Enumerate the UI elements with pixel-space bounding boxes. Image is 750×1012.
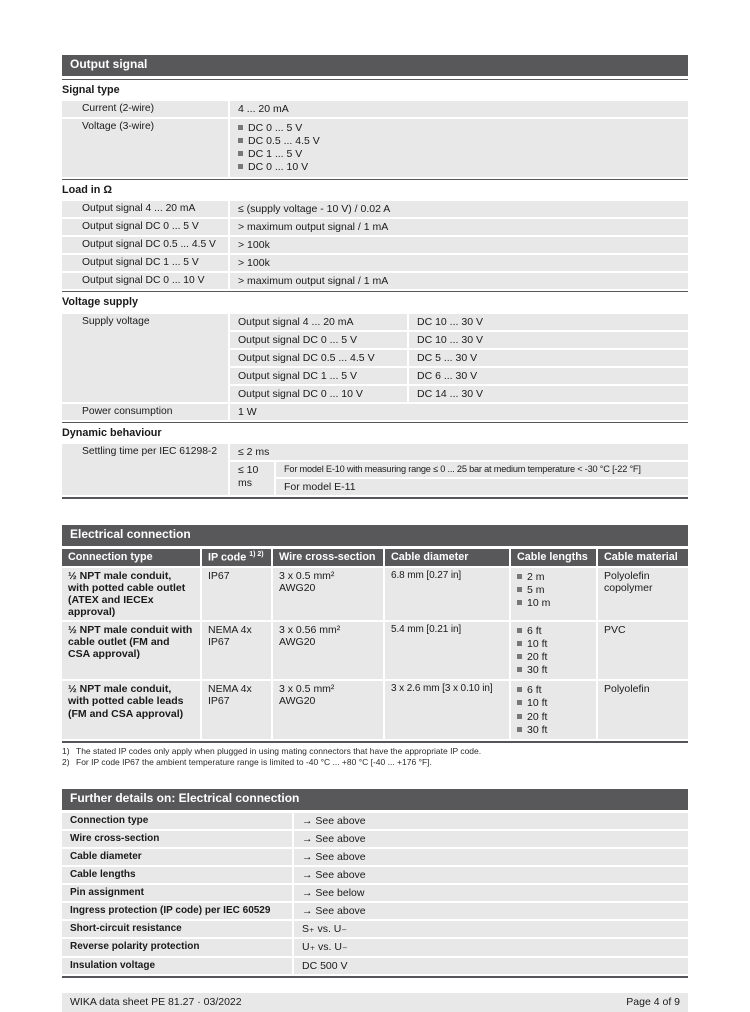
row-label: Supply voltage — [62, 314, 228, 402]
material-cell: Polyolefin — [598, 681, 688, 738]
row-label: Output signal DC 0 ... 5 V — [62, 219, 228, 235]
list-item — [517, 697, 590, 709]
row-value: > maximum output signal / 1 mA — [230, 219, 688, 235]
row-value: DC 500 V — [294, 958, 688, 974]
option-text: DC 1 ... 5 V — [248, 148, 303, 161]
column-header: Connection type — [62, 549, 200, 566]
table-row — [62, 219, 688, 235]
table-row — [62, 831, 688, 847]
bullet-square-icon — [517, 641, 522, 646]
list-item — [238, 148, 680, 160]
bullet-square-icon — [238, 151, 243, 156]
header-text: IP code — [208, 551, 247, 564]
ip-line: IP67 — [208, 695, 230, 708]
bullet-square-icon — [238, 164, 243, 169]
row-label: Output signal DC 0.5 ... 4.5 V — [62, 237, 228, 253]
diameter-cell: 3 x 2.6 mm [3 x 0.10 in] — [385, 681, 509, 738]
footnote — [62, 747, 688, 757]
footnote-number: 2) — [62, 757, 70, 768]
table-title: Output signal — [70, 57, 148, 71]
row-value: 1 W — [230, 404, 688, 420]
signal-cell: Output signal DC 0 ... 5 V — [230, 332, 407, 348]
row-label: Settling time per IEC 61298-2 — [62, 444, 228, 495]
connection-type-cell: ½ NPT male conduit, with potted cable outlet (ATEX and IECEx approval) — [62, 568, 200, 620]
range-cell: DC 10 ... 30 V — [409, 314, 688, 330]
condition-cell: For model E-10 with measuring range ≤ 0 ... 25 bar at medium temperature < -30 °C [-22 °F] — [276, 462, 688, 477]
signal-cell: Output signal 4 ... 20 mA — [230, 314, 407, 330]
lengths-cell — [511, 568, 596, 620]
list-item — [517, 651, 590, 663]
page-footer — [62, 993, 688, 1012]
settling-value-1: ≤ 2 ms — [230, 444, 688, 460]
list-item — [517, 724, 590, 736]
range-cell: DC 14 ... 30 V — [409, 386, 688, 402]
row-label: Output signal DC 0 ... 10 V — [62, 273, 228, 289]
row-value: 4 ... 20 mA — [230, 101, 688, 117]
electrical-connection-title-bar — [62, 525, 688, 546]
row-value: > 100k — [230, 255, 688, 271]
table-row — [62, 813, 688, 829]
table-row — [62, 921, 688, 937]
length-text: 2 m — [527, 570, 545, 583]
row-label: Current (2-wire) — [62, 101, 228, 117]
range-cell: DC 5 ... 30 V — [409, 350, 688, 366]
ip-line: IP67 — [208, 569, 230, 582]
diameter-cell: 5.4 mm [0.21 in] — [385, 622, 509, 679]
row-label: Cable diameter — [62, 849, 292, 865]
bullet-square-icon — [238, 138, 243, 143]
row-value: → See above — [294, 849, 688, 865]
list-item — [517, 625, 590, 637]
list-item — [517, 684, 590, 696]
further-details-title-bar — [62, 789, 688, 810]
signal-cell: Output signal DC 0 ... 10 V — [230, 386, 407, 402]
table-row — [62, 939, 688, 955]
bullet-square-icon — [517, 628, 522, 633]
table-row — [62, 273, 688, 289]
table-row-group — [62, 444, 688, 495]
diameter-cell: 6.8 mm [0.27 in] — [385, 568, 509, 620]
ip-code-cell — [202, 622, 271, 679]
signal-cell: Output signal DC 0.5 ... 4.5 V — [230, 350, 407, 366]
row-value: → See above — [294, 831, 688, 847]
footer-document-id: WIKA data sheet PE 81.27 · 03/2022 — [70, 995, 242, 1008]
length-text: 10 ft — [527, 697, 548, 710]
list-item — [517, 571, 590, 583]
column-header: Cable lengths — [511, 549, 596, 566]
bullet-square-icon — [517, 687, 522, 692]
ip-line: NEMA 4x — [208, 683, 252, 696]
column-header: Cable diameter — [385, 549, 509, 566]
table-subrow — [230, 314, 688, 330]
datasheet-page — [62, 0, 688, 1012]
range-cell: DC 6 ... 30 V — [409, 368, 688, 384]
row-label: Output signal 4 ... 20 mA — [62, 201, 228, 217]
connection-type-cell: ½ NPT male conduit with cable outlet (FM and CSA approval) — [62, 622, 200, 679]
table-bottom-rule — [62, 497, 688, 499]
length-text: 30 ft — [527, 723, 548, 736]
length-text: 20 ft — [527, 710, 548, 723]
row-value — [230, 119, 688, 176]
row-value: ≤ (supply voltage - 10 V) / 0.02 A — [230, 201, 688, 217]
list-item — [517, 597, 590, 609]
list-item — [517, 584, 590, 596]
section-heading-load: Load in Ω — [62, 179, 688, 199]
length-text: 5 m — [527, 583, 545, 596]
row-label: Ingress protection (IP code) per IEC 60529 — [62, 903, 292, 919]
list-item — [517, 711, 590, 723]
table-row — [62, 849, 688, 865]
range-cell: DC 10 ... 30 V — [409, 332, 688, 348]
table-subrow — [230, 332, 688, 348]
bullet-square-icon — [517, 587, 522, 592]
bullet-square-icon — [517, 714, 522, 719]
list-item — [517, 664, 590, 676]
row-label: Pin assignment — [62, 885, 292, 901]
list-item — [238, 135, 680, 147]
settling-value-2: ≤ 10 ms — [230, 462, 274, 495]
lengths-cell — [511, 681, 596, 738]
table-row — [62, 903, 688, 919]
length-text: 30 ft — [527, 664, 548, 677]
wire-cell — [273, 622, 383, 679]
ip-code-cell — [202, 681, 271, 738]
table-row — [62, 237, 688, 253]
table-row — [62, 885, 688, 901]
wire-line: AWG20 — [279, 636, 316, 649]
connection-type-cell: ½ NPT male conduit, with potted cable leads (FM and CSA approval) — [62, 681, 200, 738]
table-row — [62, 101, 688, 117]
table-subrow — [230, 386, 688, 402]
table-row — [62, 958, 688, 974]
length-text: 10 m — [527, 597, 551, 610]
column-header — [202, 549, 271, 566]
row-label: Reverse polarity protection — [62, 939, 292, 955]
electrical-connection-table — [62, 525, 688, 768]
table-bottom-rule — [62, 741, 688, 743]
wire-line: 3 x 0.56 mm² — [279, 624, 341, 637]
row-label: Cable lengths — [62, 867, 292, 883]
table-row — [62, 201, 688, 217]
signal-cell: Output signal DC 1 ... 5 V — [230, 368, 407, 384]
table-bottom-rule — [62, 976, 688, 978]
list-item — [238, 122, 680, 134]
table-row-group — [62, 314, 688, 402]
row-value: → See above — [294, 813, 688, 829]
footnote — [62, 758, 688, 768]
table-subrow — [230, 368, 688, 384]
row-label: Short-circuit resistance — [62, 921, 292, 937]
further-details-table — [62, 789, 688, 977]
row-value: → See below — [294, 885, 688, 901]
footnote-number: 1) — [62, 745, 70, 756]
ip-line: NEMA 4x — [208, 624, 252, 637]
section-heading-signal-type: Signal type — [62, 79, 688, 99]
length-text: 20 ft — [527, 651, 548, 664]
table-title: Electrical connection — [70, 527, 191, 542]
ip-line: IP67 — [208, 636, 230, 649]
wire-line: AWG20 — [279, 581, 316, 594]
lengths-cell — [511, 622, 596, 679]
bullet-square-icon — [517, 667, 522, 672]
footnote-text: The stated IP codes only apply when plugged in using mating connectors that have the appropriate IP code. — [76, 745, 482, 756]
column-header: Cable material — [598, 549, 688, 566]
wire-line: 3 x 0.5 mm² — [279, 683, 335, 696]
bullet-square-icon — [238, 125, 243, 130]
settling-conditions — [276, 462, 688, 495]
length-text: 10 ft — [527, 638, 548, 651]
row-label: Insulation voltage — [62, 958, 292, 974]
table-row — [62, 622, 688, 679]
wire-line: 3 x 0.5 mm² — [279, 569, 335, 582]
bullet-square-icon — [517, 654, 522, 659]
column-header-row — [62, 549, 688, 566]
length-text: 6 ft — [527, 684, 542, 697]
table-title: Further details on: Electrical connection — [70, 791, 300, 806]
output-signal-table — [62, 55, 688, 499]
column-header: Wire cross-section — [273, 549, 383, 566]
wire-line: AWG20 — [279, 695, 316, 708]
table-subrow — [230, 462, 688, 495]
ip-code-cell — [202, 568, 271, 620]
bullet-square-icon — [517, 574, 522, 579]
row-value: > maximum output signal / 1 mA — [230, 273, 688, 289]
material-cell: Polyolefin copolymer — [598, 568, 688, 620]
footnote-ref: 1) 2) — [249, 550, 264, 558]
row-value: → See above — [294, 867, 688, 883]
section-heading-voltage-supply: Voltage supply — [62, 291, 688, 311]
option-text: DC 0 ... 5 V — [248, 122, 303, 135]
footnote-text: For IP code IP67 the ambient temperature range is limited to -40 °C ... +80 °C [-40 ... +176 °F]. — [76, 757, 432, 768]
bullet-square-icon — [517, 700, 522, 705]
condition-cell: For model E-11 — [276, 479, 688, 495]
section-heading-dynamic-behaviour: Dynamic behaviour — [62, 422, 688, 442]
wire-cell — [273, 568, 383, 620]
material-cell: PVC — [598, 622, 688, 679]
table-row — [62, 568, 688, 620]
output-signal-title-bar — [62, 55, 688, 76]
table-row — [62, 255, 688, 271]
table-subrow — [230, 350, 688, 366]
bullet-square-icon — [517, 600, 522, 605]
table-row — [62, 404, 688, 420]
row-value: S₊ vs. U₋ — [294, 921, 688, 937]
footer-page-number: Page 4 of 9 — [626, 995, 680, 1008]
table-row — [62, 867, 688, 883]
list-item — [517, 638, 590, 650]
option-text: DC 0 ... 10 V — [248, 161, 309, 174]
table-row — [62, 681, 688, 738]
row-value: U₊ vs. U₋ — [294, 939, 688, 955]
row-label: Connection type — [62, 813, 292, 829]
row-label: Wire cross-section — [62, 831, 292, 847]
row-label: Voltage (3-wire) — [62, 119, 228, 176]
wire-cell — [273, 681, 383, 738]
bullet-square-icon — [517, 727, 522, 732]
row-label: Output signal DC 1 ... 5 V — [62, 255, 228, 271]
row-label: Power consumption — [62, 404, 228, 420]
settling-time-subrows — [230, 444, 688, 495]
footnotes — [62, 747, 688, 769]
row-value: > 100k — [230, 237, 688, 253]
row-value: → See above — [294, 903, 688, 919]
length-text: 6 ft — [527, 625, 542, 638]
table-row — [62, 119, 688, 176]
supply-voltage-subrows — [230, 314, 688, 402]
list-item — [238, 161, 680, 173]
option-text: DC 0.5 ... 4.5 V — [248, 135, 320, 148]
